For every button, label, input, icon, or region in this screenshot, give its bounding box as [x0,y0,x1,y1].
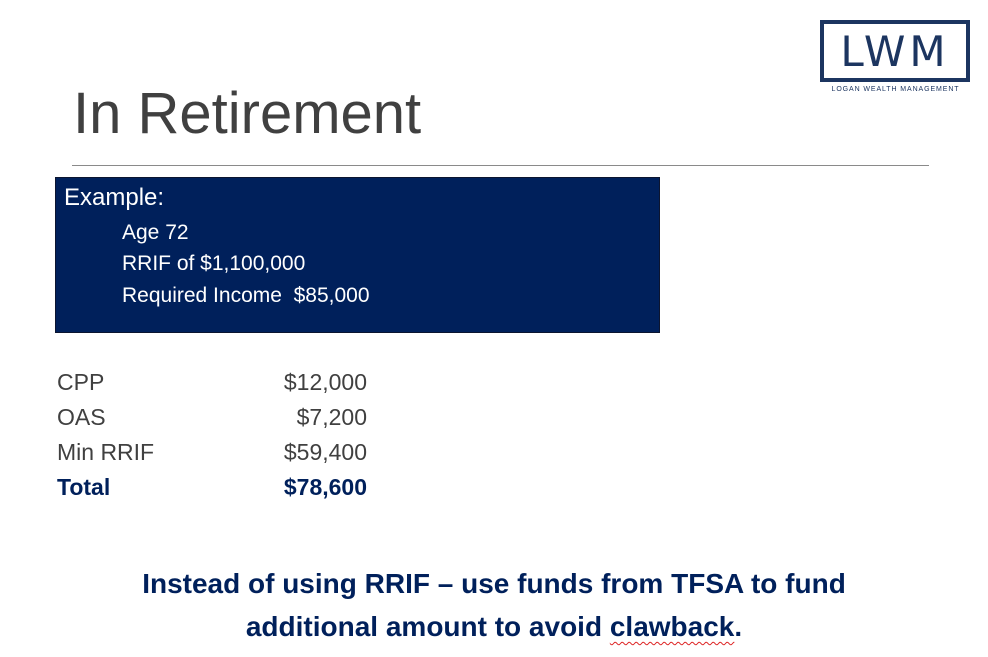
example-required-income: Required Income $85,000 [122,284,370,307]
slide-title: In Retirement [73,81,422,146]
income-row-cpp [57,365,367,400]
logo-subtitle: LOGAN WEALTH MANAGEMENT [831,86,960,93]
income-table [57,365,367,505]
note-clawback-word: clawback [609,611,735,642]
income-label: OAS [57,404,106,430]
total-label: Total [57,474,111,500]
logo-mark: LWM [820,20,970,82]
income-row-oas [57,400,367,435]
strategy-note-line-1: Instead of using RRIF – use funds from TFSA to fund [142,568,846,599]
income-amount: $7,200 [296,404,367,430]
income-label: CPP [57,369,105,395]
income-row-total [57,470,367,505]
title-divider [72,165,929,166]
note-line-2-suffix: . [734,611,743,642]
example-rrif: RRIF of $1,100,000 [122,252,306,275]
total-amount: $78,600 [283,474,367,500]
example-box [55,177,660,333]
income-label: Min RRIF [57,439,155,465]
strategy-note-line-2 [0,605,988,648]
income-amount: $12,000 [283,369,367,395]
income-row-min-rrif [57,435,367,470]
example-age: Age 72 [122,221,189,244]
strategy-note [0,562,988,648]
example-heading: Example: [64,184,165,211]
income-amount: $59,400 [283,439,367,465]
note-line-2-prefix: additional amount to avoid [245,611,610,642]
company-logo [820,20,971,93]
